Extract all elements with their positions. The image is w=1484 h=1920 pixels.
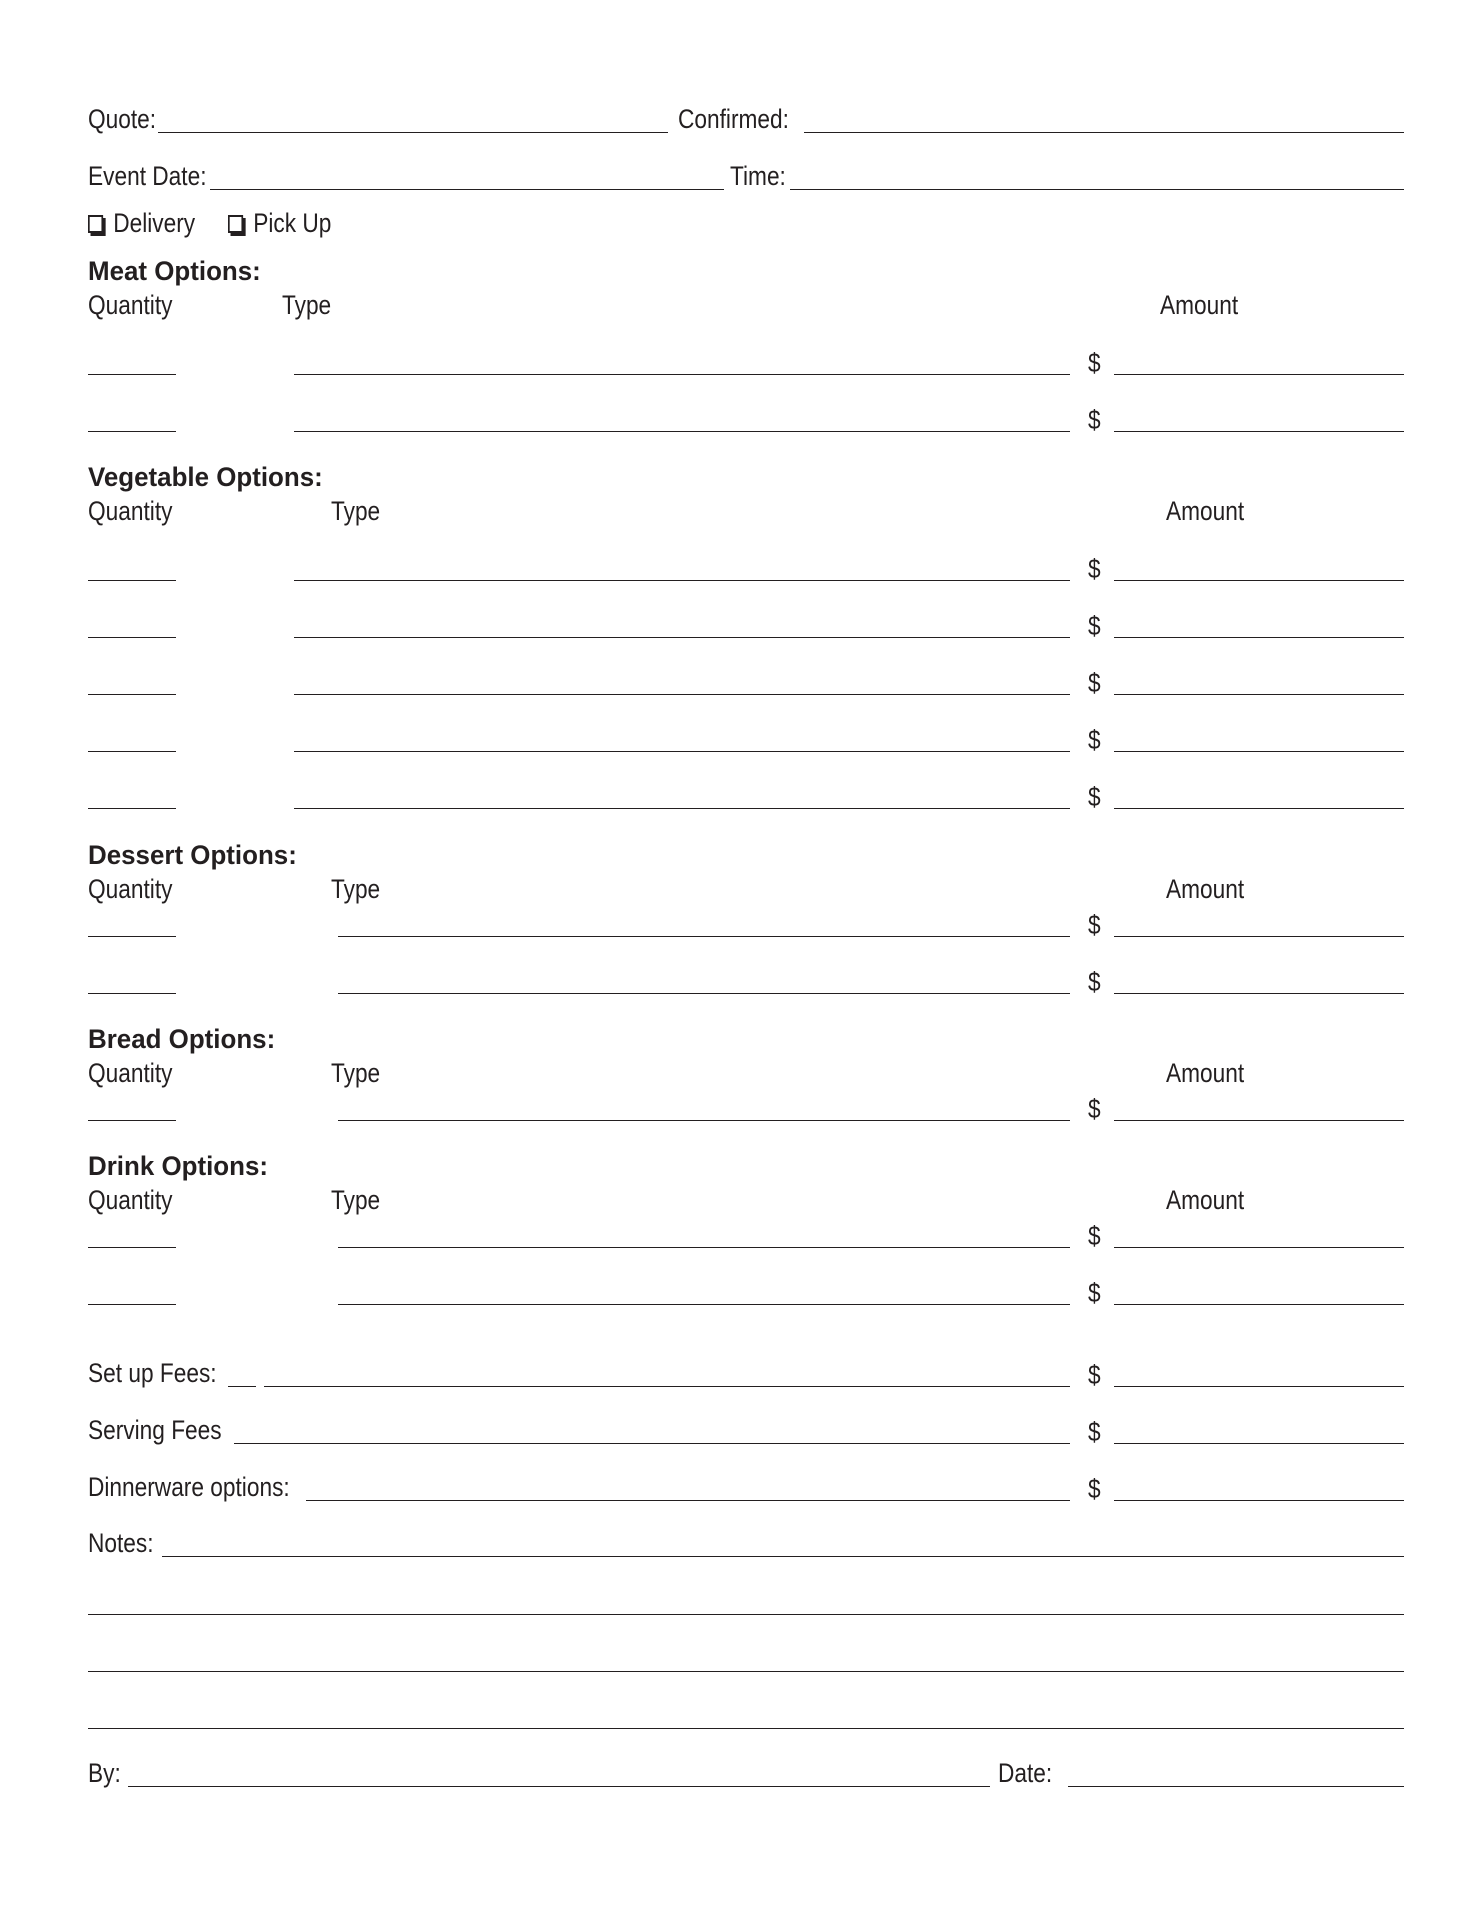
serving-fees-label: Serving Fees [88,1415,222,1445]
drink-quantity-field[interactable] [88,1304,176,1305]
notes-field[interactable] [88,1728,1404,1729]
bread-type-field[interactable] [338,1120,1070,1121]
quote-label: Quote: [88,104,157,134]
date-label: Date: [998,1758,1053,1788]
by-label: By: [88,1758,121,1788]
meat-type-field[interactable] [294,374,1070,375]
dinnerware-amount-field[interactable] [1114,1500,1404,1501]
meat-options-heading: Meat Options: [88,256,261,286]
drink-amount-field[interactable] [1114,1304,1404,1305]
dollar-sign: $ [1088,1360,1101,1390]
event-date-label: Event Date: [88,161,207,191]
bread-options-heading: Bread Options: [88,1024,276,1054]
bread-type-header: Type [331,1058,381,1088]
dessert-type-header: Type [331,874,381,904]
confirmed-label: Confirmed: [678,104,789,134]
dollar-sign: $ [1088,910,1101,940]
serving-fees-amount-field[interactable] [1114,1443,1404,1444]
vegetable-amount-field[interactable] [1114,580,1404,581]
dollar-sign: $ [1088,348,1101,378]
notes-field[interactable] [88,1614,1404,1615]
bread-amount-header: Amount [1166,1058,1245,1088]
confirmed-field[interactable] [804,132,1404,133]
vegetable-options-heading: Vegetable Options: [88,462,323,492]
notes-field[interactable] [162,1556,1404,1557]
delivery-option[interactable] [88,210,195,237]
vegetable-type-field[interactable] [294,637,1070,638]
drink-quantity-header: Quantity [88,1185,173,1215]
meat-type-field[interactable] [294,431,1070,432]
vegetable-amount-field[interactable] [1114,808,1404,809]
by-field[interactable] [128,1786,990,1787]
dollar-sign: $ [1088,611,1101,641]
vegetable-quantity-field[interactable] [88,694,176,695]
meat-amount-header: Amount [1160,290,1239,320]
dessert-amount-field[interactable] [1114,936,1404,937]
vegetable-type-header: Type [331,496,381,526]
setup-fees-field[interactable] [264,1386,970,1387]
dollar-sign: $ [1088,668,1101,698]
dessert-amount-header: Amount [1166,874,1245,904]
meat-type-header: Type [282,290,332,320]
pickup-label: Pick Up [253,208,332,238]
dollar-sign: $ [1088,967,1101,997]
dollar-sign: $ [1088,1417,1101,1447]
dollar-sign: $ [1088,1278,1101,1308]
notes-field[interactable] [88,1671,1404,1672]
vegetable-type-field[interactable] [294,694,1070,695]
time-label: Time: [730,161,786,191]
quote-field[interactable] [158,132,668,133]
meat-quantity-header: Quantity [88,290,173,320]
vegetable-amount-field[interactable] [1114,751,1404,752]
vegetable-type-field[interactable] [294,580,1070,581]
drink-quantity-field[interactable] [88,1247,176,1248]
dessert-amount-field[interactable] [1114,993,1404,994]
dollar-sign: $ [1088,405,1101,435]
vegetable-amount-field[interactable] [1114,694,1404,695]
delivery-checkbox[interactable] [88,215,103,233]
drink-amount-header: Amount [1166,1185,1245,1215]
dessert-quantity-header: Quantity [88,874,173,904]
vegetable-quantity-header: Quantity [88,496,173,526]
meat-quantity-field[interactable] [88,374,176,375]
dessert-options-heading: Dessert Options: [88,840,297,870]
drink-type-field[interactable] [338,1304,1070,1305]
dollar-sign: $ [1088,554,1101,584]
vegetable-quantity-field[interactable] [88,751,176,752]
dollar-sign: $ [1088,1094,1101,1124]
dessert-quantity-field[interactable] [88,993,176,994]
dollar-sign: $ [1088,725,1101,755]
dollar-sign: $ [1088,782,1101,812]
drink-amount-field[interactable] [1114,1247,1404,1248]
setup-fees-label: Set up Fees: [88,1358,217,1388]
time-field[interactable] [790,189,1404,190]
dollar-sign: $ [1088,1474,1101,1504]
vegetable-amount-header: Amount [1166,496,1245,526]
meat-amount-field[interactable] [1114,431,1404,432]
setup-fees-short-field[interactable] [228,1386,256,1387]
dollar-sign: $ [1088,1221,1101,1251]
delivery-label: Delivery [113,208,196,238]
meat-quantity-field[interactable] [88,431,176,432]
bread-amount-field[interactable] [1114,1120,1404,1121]
meat-amount-field[interactable] [1114,374,1404,375]
dinnerware-label: Dinnerware options: [88,1472,290,1502]
dessert-quantity-field[interactable] [88,936,176,937]
event-date-field[interactable] [210,189,724,190]
drink-options-heading: Drink Options: [88,1151,268,1181]
vegetable-type-field[interactable] [294,751,1070,752]
dinnerware-field[interactable] [306,1500,1070,1501]
notes-label: Notes: [88,1528,154,1558]
drink-type-field[interactable] [338,1247,1070,1248]
pickup-option[interactable] [228,210,331,237]
pickup-checkbox[interactable] [228,215,243,233]
vegetable-quantity-field[interactable] [88,637,176,638]
setup-fees-amount-field[interactable] [1114,1386,1404,1387]
drink-type-header: Type [331,1185,381,1215]
bread-quantity-field[interactable] [88,1120,176,1121]
serving-fees-field[interactable] [234,1443,1070,1444]
bread-quantity-header: Quantity [88,1058,173,1088]
vegetable-amount-field[interactable] [1114,637,1404,638]
dessert-type-field[interactable] [338,993,1070,994]
setup-fees-extra-field[interactable] [970,1386,1070,1387]
vegetable-quantity-field[interactable] [88,580,176,581]
vegetable-type-field[interactable] [294,808,1070,809]
dessert-type-field[interactable] [338,936,1070,937]
vegetable-quantity-field[interactable] [88,808,176,809]
date-field[interactable] [1068,1786,1404,1787]
